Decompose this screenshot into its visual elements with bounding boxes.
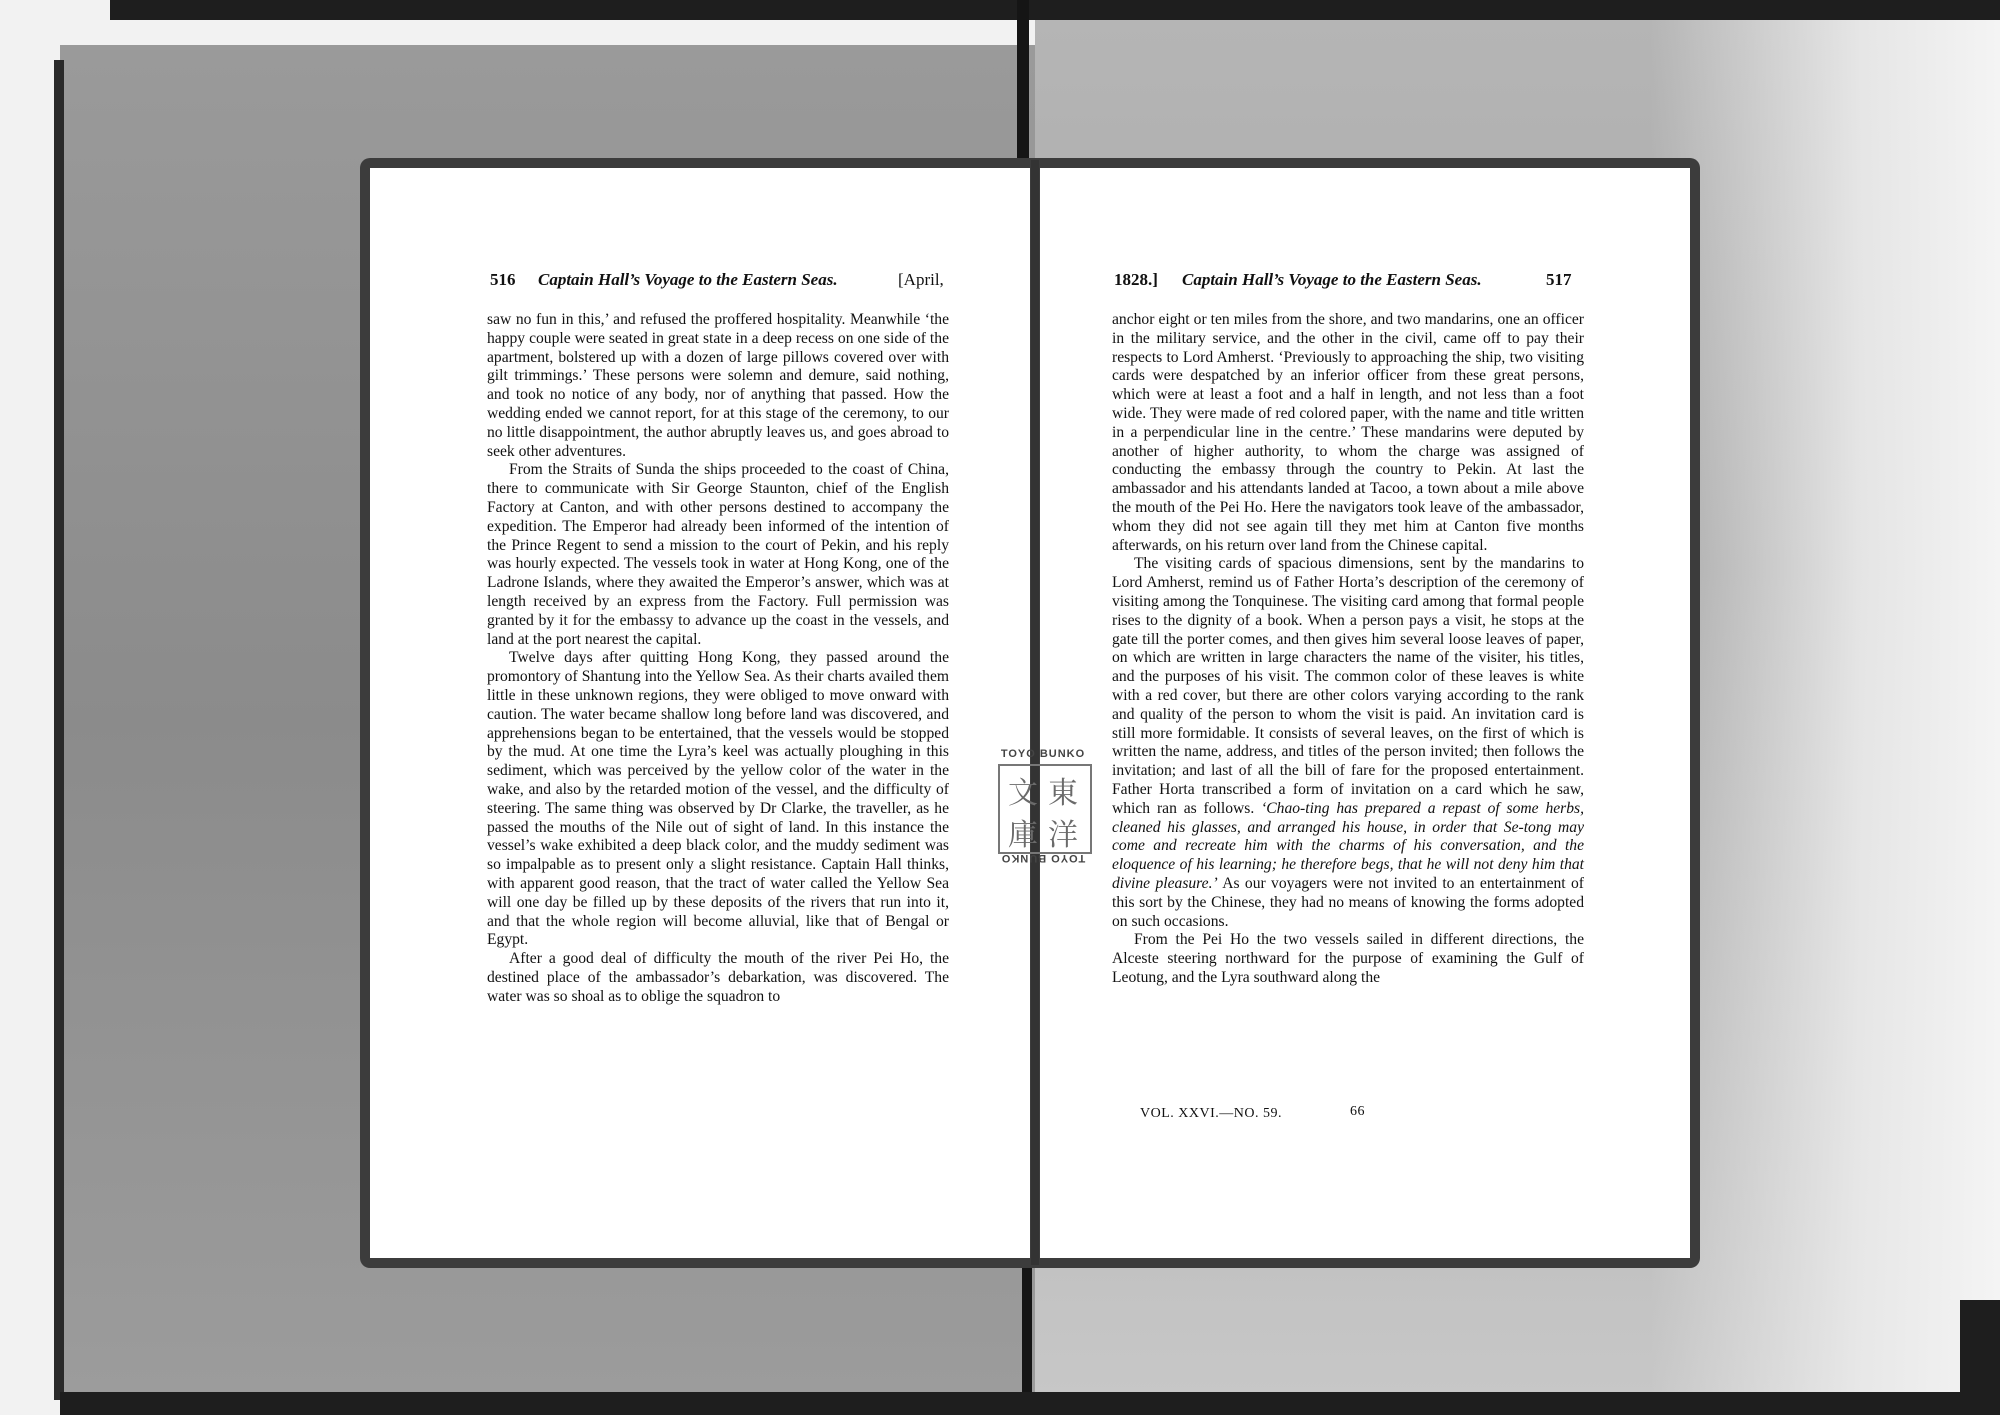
scan-bottom-edge — [60, 1392, 2000, 1415]
library-stamp — [988, 748, 1098, 866]
paragraph: Twelve days after quitting Hong Kong, they passed around the promontory of Shantung into the Yellow Sea. As their charts availed them little in these unknown regions, they were obliged to move onward with caution. The water became shallow long before land was discovered, and apprehensions began to be entertained, that the vessels would be stopped by the mud. At one time the Lyra’s keel was actually ploughing in this sediment, which was perceived by the yellow color of the water in the wake, and also by the retarded motion of the vessel, and the difficulty of steering. The same thing was observed by Dr Clarke, the traveller, as he passed the mouths of the Nile out of sight of land. In this instance the vessel’s wake exhibited a deep black color, and the muddy sediment was so impalpable as to present only a slight resistance. Captain Hall thinks, with apparent good reason, that the tract of water called the Yellow Sea will one day be filled up by these deposits of the rivers that run into it, and that the whole region will become alluvial, like that of Bengal or Egypt. — [487, 649, 949, 949]
paragraph: The visiting cards of spacious dimensions, sent by the mandarins to Lord Amherst, remind us of Father Horta’s description of the ceremony of visiting among the Tonquinese. The visiting card among that formal people rises to the dignity of a book. When a person pays a visit, he stops at the gate till the porter comes, and then gives him several loose leaves of paper, on which are written in large characters the name of the visiter, his titles, and the purposes of his visit. The common color of these leaves is white with a red cover, but there are other colors varying according to the rank and quality of the person to whom the visit is paid. An invitation card is still more formidable. It consists of several leaves, on the first of which is written the name, address, and titles of the person invited; then follows the invitation; and last of all the bill of fare for the proposed entertainment. Father Horta transcribed a form of invitation on a card which he saw, which ran as follows. ‘Chao-ting has prepared a repast of some herbs, cleaned his glasses, and arranged his house, in order that Se-tong may come and recreate him with the charms of his conversation, and the eloquence of his learning; he therefore begs, that he will not deny him that divine pleasure.’ As our voyagers were not invited to an entertainment of this sort by the Chinese, they had no means of knowing the forms adopted on such occasions. — [1112, 555, 1584, 930]
quoted-invitation: ‘Chao-ting has prepared a repast of some herbs, cleaned his glasses, and arranged his house, in order that Se-tong may come and recreate him with the charms of his conversation, and the eloquence of his learning; he therefore begs, that he will not deny him that divine pleasure.’ — [1112, 799, 1584, 892]
stamp-bottom-text: TOYO BUNKO — [1000, 852, 1086, 864]
left-board-edge — [54, 60, 64, 1400]
left-page-body — [487, 311, 949, 1006]
paragraph: After a good deal of difficulty the mouth of the river Pei Ho, the destined place of the ambassador’s debarkation, was discovered. The water was so shoal as to oblige the squadron to — [487, 950, 949, 1005]
stamp-seal — [998, 764, 1092, 854]
paragraph: saw no fun in this,’ and refused the proffered hospitality. Meanwhile ‘the happy couple were seated in great state in a deep recess on one side of the apartment, bolstered up with a dozen of large pillows covered over with gilt trimmings.’ These persons were solemn and demure, said nothing, and took no notice of any body, nor of anything that passed. How the wedding ended we cannot report, for at this stage of the ceremony, to our no little disappointment, the author abruptly leaves us, and goes abroad to seek other adventures. — [487, 311, 949, 460]
stamp-top-text: TOYO BUNKO — [1000, 748, 1086, 760]
spine-shadow-top — [1017, 0, 1029, 165]
left-page-number: 516 — [490, 270, 516, 289]
stamp-character: 洋 — [1048, 818, 1078, 853]
paragraph: From the Straits of Sunda the ships proceeded to the coast of China, there to communicate with Sir George Staunton, chief of the English Factory at Canton, and with other persons destined to accompany the expedition. The Emperor had already been informed of the intention of the Prince Regent to send a mission to the court of Pekin, and his reply was hourly expected. The vessels took in water at Hong Kong, one of the Ladrone Islands, where they awaited the Emperor’s answer, which was at length received by an express from the Factory. Full permission was granted by it for the embassy to advance up the coast in the vessels, and land at the port nearest the capital. — [487, 461, 949, 648]
paragraph: From the Pei Ho the two vessels sailed in different directions, the Alceste steering northward for the purpose of examining the Gulf of Leotung, and the Lyra southward along the — [1112, 931, 1584, 986]
left-header-date: [April, — [898, 270, 944, 289]
scan-top-edge — [110, 0, 2000, 20]
stamp-character: 庫 — [1008, 818, 1038, 853]
scan-corner-shadow — [1960, 1300, 2000, 1395]
right-page-body — [1112, 311, 1584, 988]
stamp-character: 東 — [1048, 776, 1078, 811]
volume-footer: VOL. XXVI.—NO. 59. — [1140, 1106, 1282, 1121]
spine-shadow-bottom — [1022, 1250, 1032, 1415]
right-page-number: 517 — [1546, 270, 1572, 289]
signature-mark: 66 — [1350, 1104, 1365, 1119]
book-gutter — [1031, 160, 1039, 1265]
paragraph: anchor eight or ten miles from the shore, and two mandarins, one an officer in the military service, and the other in the civil, came off to pay their respects to Lord Amherst. ‘Previously to approaching the ship, two visiting cards were despatched by an inferior officer from these great persons, which were at least a foot and a half in length, and not less than a foot wide. They were made of red colored paper, with the name and title written in a perpendicular line in the centre.’ These mandarins were deputed by another of higher authority, to whom the charge was assigned of conducting the embassy through the country to Pekin. At last the ambassador and his attendants landed at Tacoo, a town about a mile above the mouth of the Pei Ho. Here the navigators took leave of the ambassador, whom they did not see again till they met him at Canton five months afterwards, on his return over land from the Chinese capital. — [1112, 311, 1584, 554]
right-running-title: Captain Hall’s Voyage to the Eastern Seas. — [1182, 270, 1482, 289]
stamp-character: 文 — [1008, 776, 1038, 811]
right-header-date: 1828.] — [1114, 270, 1158, 289]
right-board-highlight — [1650, 20, 2000, 1395]
left-running-title: Captain Hall’s Voyage to the Eastern Seas. — [538, 270, 838, 289]
